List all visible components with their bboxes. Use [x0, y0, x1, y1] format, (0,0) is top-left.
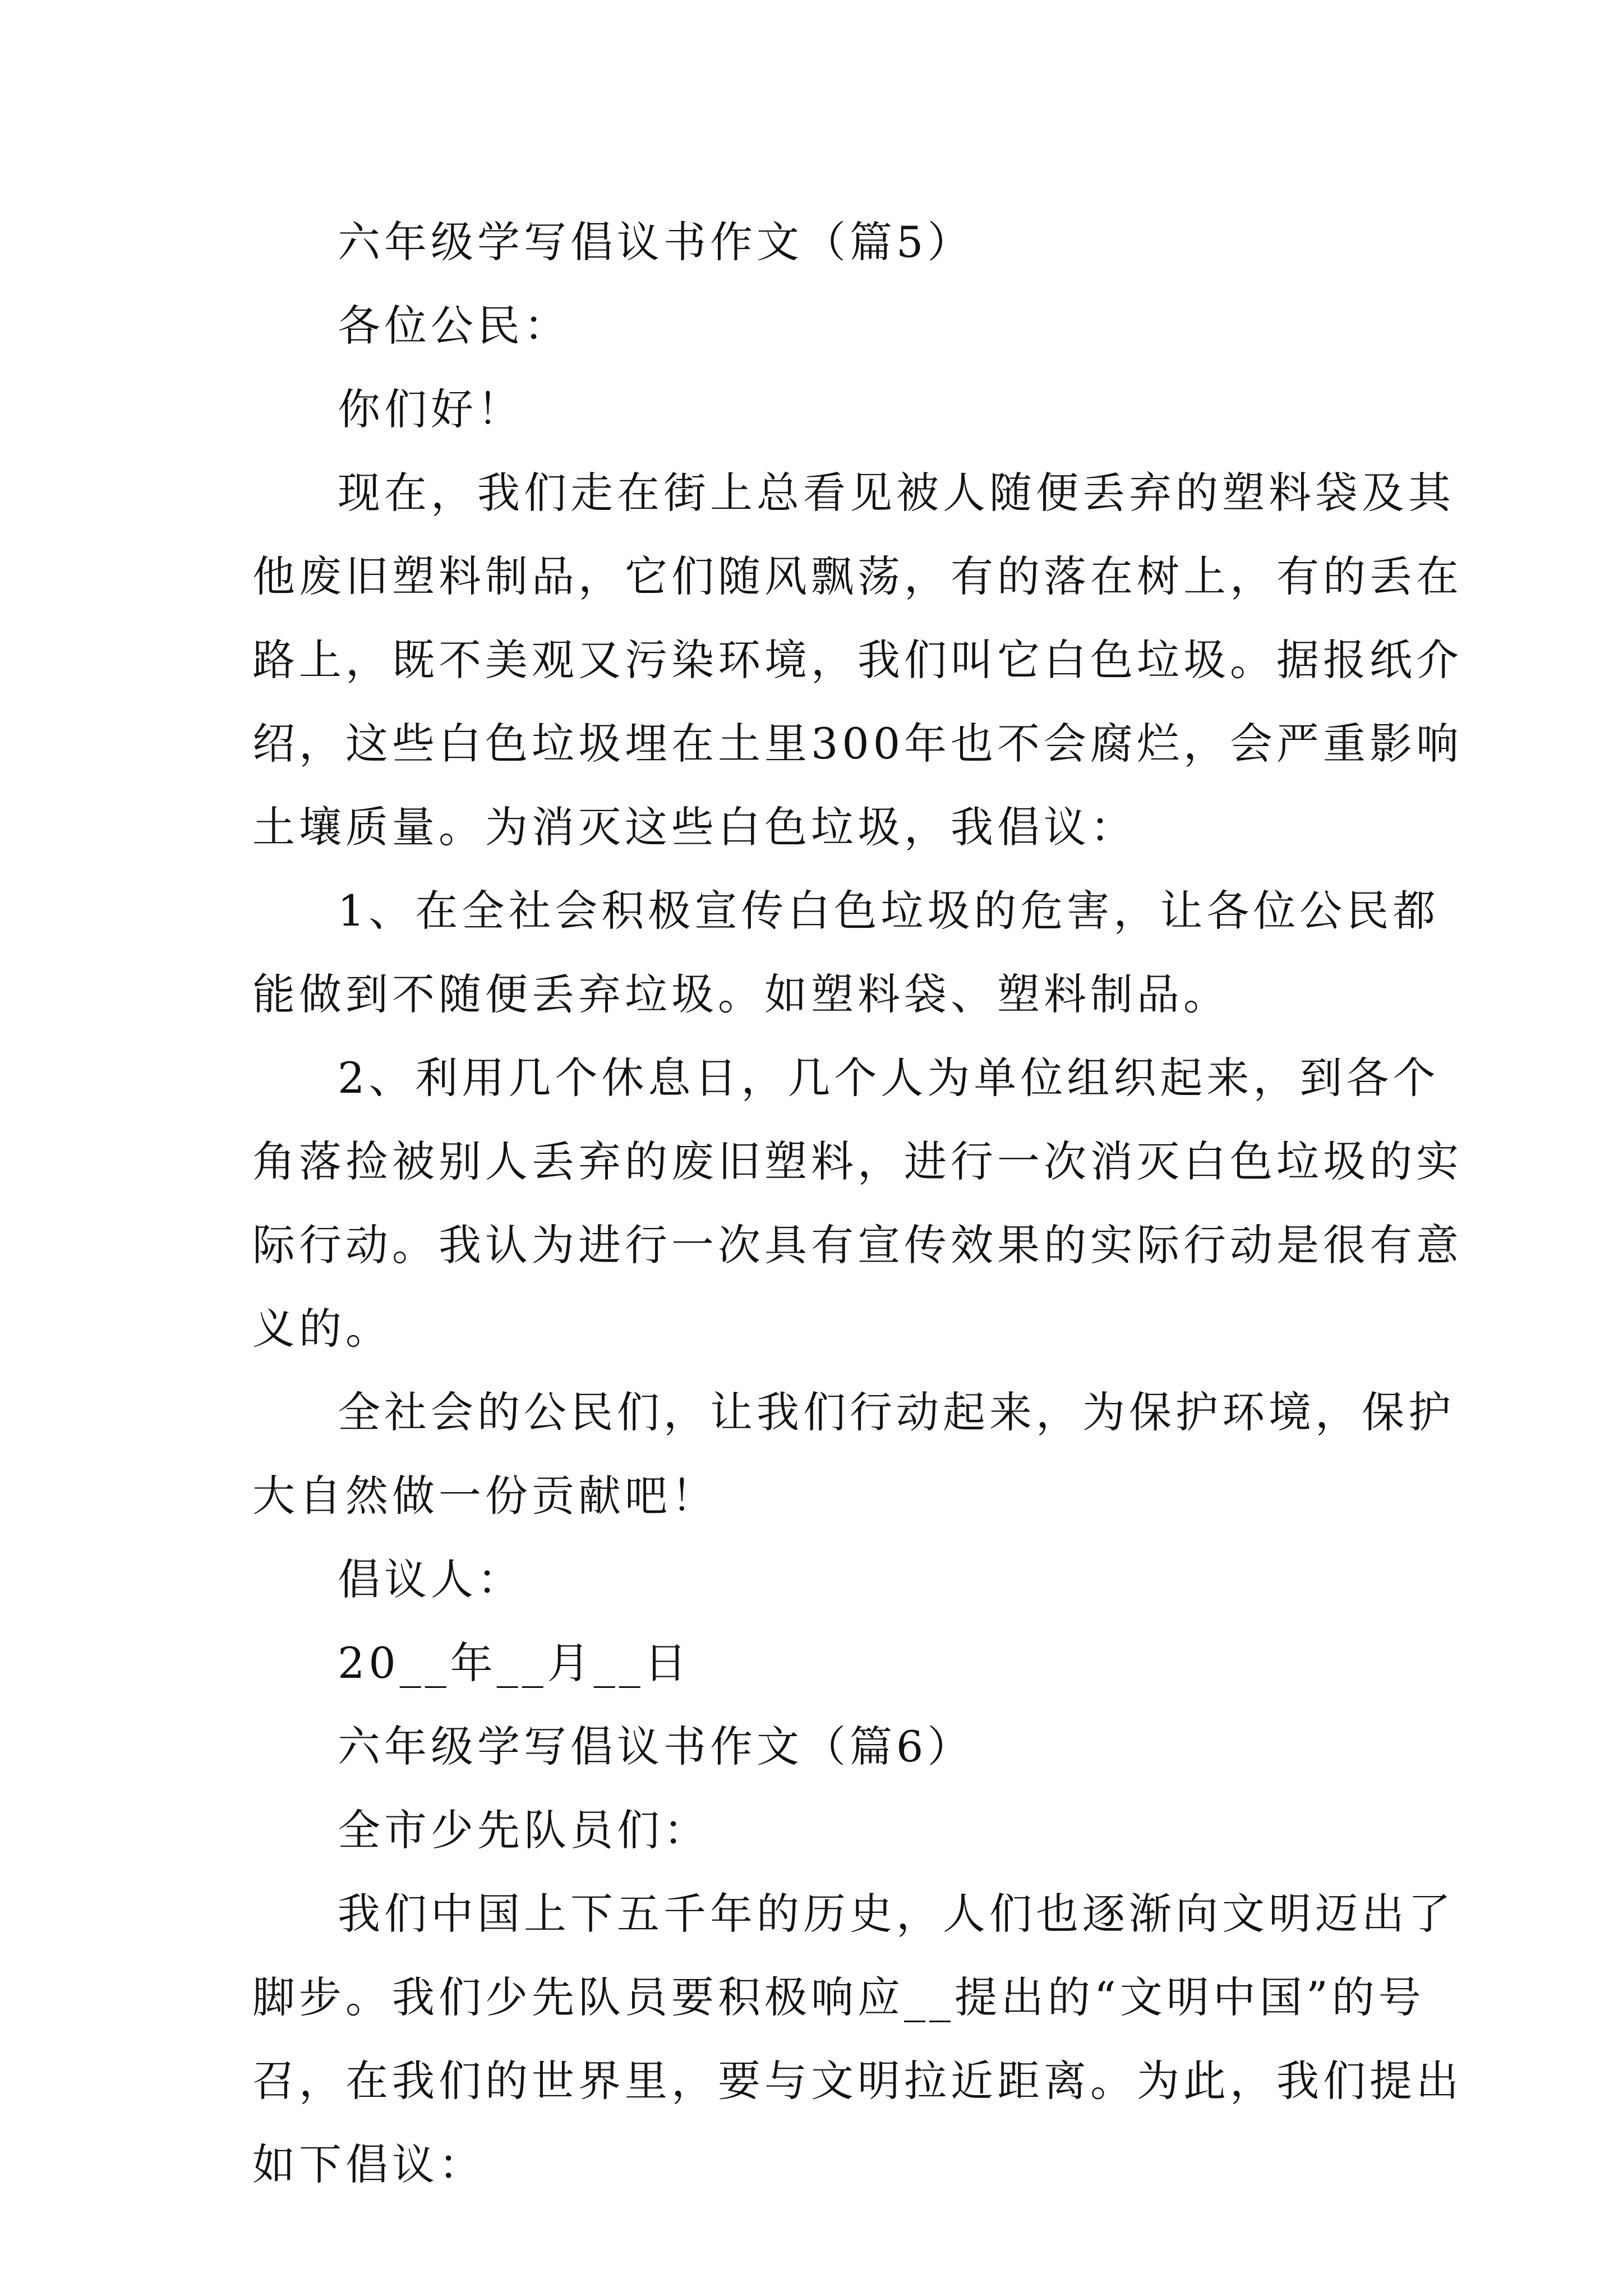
paragraph-line: 义的。 [252, 1304, 392, 1354]
paragraph-line: 召，在我们的世界里，要与文明拉近距离。为此，我们提出 [252, 2056, 1463, 2106]
paragraph-line: 如下倡议： [252, 2139, 485, 2189]
paragraph-line: 能做到不随便丢弃垃圾。如塑料袋、塑料制品。 [252, 969, 1230, 1019]
paragraph-line: 路上，既不美观又污染环境，我们叫它白色垃圾。据报纸介 [252, 635, 1463, 685]
salutation: 各位公民： [338, 301, 570, 351]
proposal-item-1: 1、在全社会积极宣传白色垃圾的危害，让各位公民都 [338, 886, 1440, 936]
greeting: 你们好！ [338, 384, 524, 434]
proposal-item-2: 2、利用几个休息日，几个人为单位组织起来，到各个 [338, 1053, 1440, 1103]
essay-title-5: 六年级学写倡议书作文（篇5） [338, 217, 974, 267]
paragraph-line: 际行动。我认为进行一次具有宣传效果的实际行动是很有意 [252, 1220, 1463, 1270]
closing-paragraph: 全社会的公民们，让我们行动起来，为保护环境，保护 [338, 1387, 1455, 1437]
paragraph-line: 我们中国上下五千年的历史，人们也逐渐向文明迈出了 [338, 1889, 1455, 1939]
date-line: 20__年__月__日 [338, 1638, 691, 1688]
paragraph-line: 现在，我们走在街上总看见被人随便丢弃的塑料袋及其 [338, 468, 1455, 518]
paragraph-line: 大自然做一份贡献吧！ [252, 1471, 718, 1521]
signature-label: 倡议人： [338, 1554, 524, 1604]
paragraph-line: 绍，这些白色垃圾埋在土里300年也不会腐烂，会严重影响 [252, 719, 1463, 769]
paragraph-line: 脚步。我们少先队员要积极响应__提出的“文明中国”的号 [252, 1972, 1425, 2022]
salutation: 全市少先队员们： [338, 1805, 710, 1855]
paragraph-line: 他废旧塑料制品，它们随风飘荡，有的落在树上，有的丢在 [252, 551, 1463, 601]
paragraph-line: 土壤质量。为消灭这些白色垃圾，我倡议： [252, 802, 1137, 852]
paragraph-line: 角落捡被别人丢弃的废旧塑料，进行一次消灭白色垃圾的实 [252, 1137, 1463, 1186]
essay-title-6: 六年级学写倡议书作文（篇6） [338, 1722, 974, 1772]
